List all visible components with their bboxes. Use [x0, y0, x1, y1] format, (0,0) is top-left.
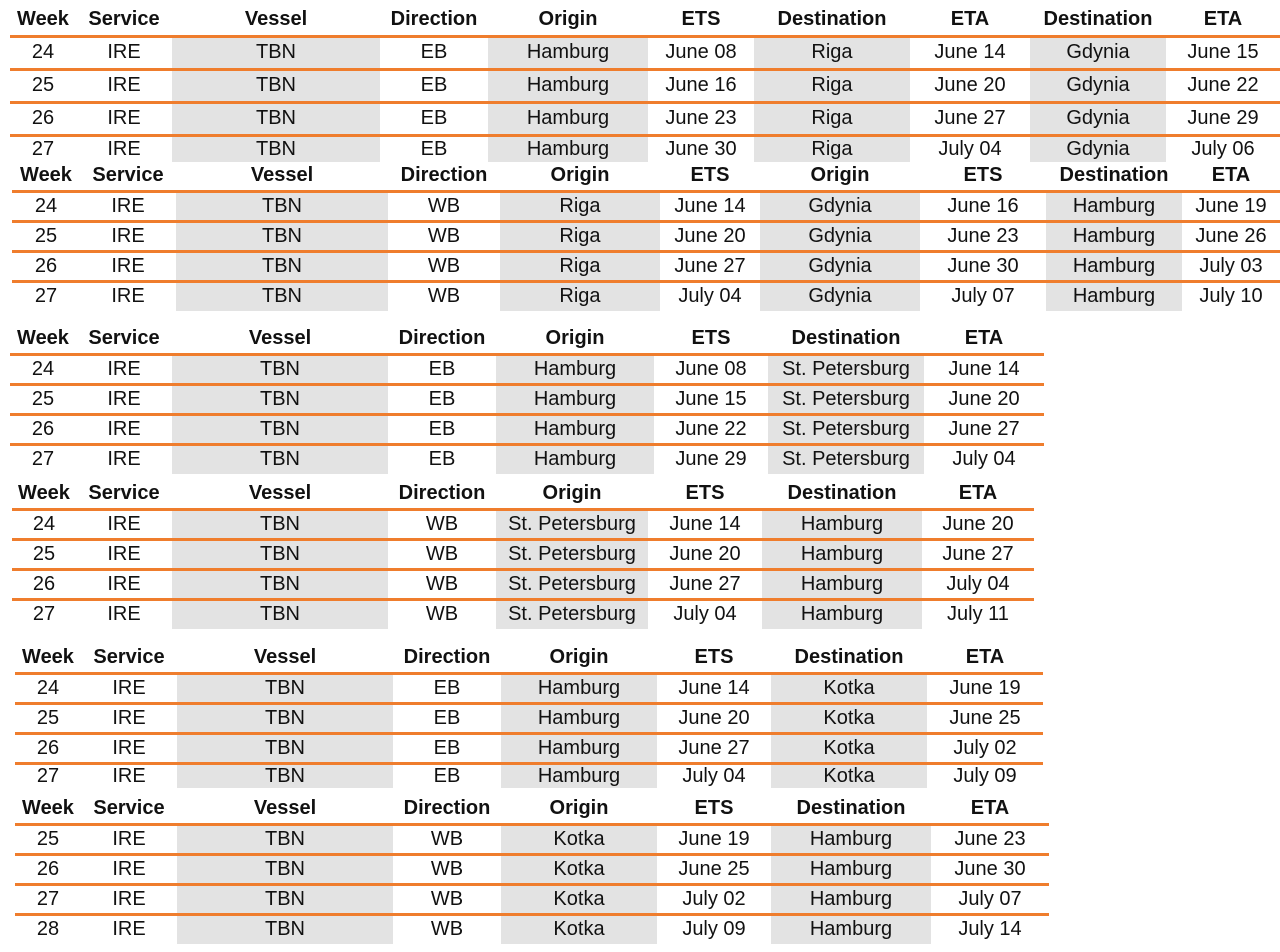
table-row: [10, 36, 1280, 69]
column-header-destination: Destination: [1059, 164, 1169, 187]
cell-vessel: TBN: [172, 569, 388, 599]
column-header-destination: Destination: [787, 482, 897, 505]
cell-ets-2: June 23: [920, 221, 1046, 251]
cell-direction: WB: [388, 509, 496, 539]
cell-service: IRE: [80, 191, 176, 221]
cell-eta: July 07: [931, 884, 1049, 914]
cell-service: IRE: [81, 733, 177, 763]
cell-eta: June 27: [924, 414, 1044, 444]
table-row: [10, 384, 1044, 414]
cell-service: IRE: [76, 36, 172, 69]
cell-direction: EB: [388, 384, 496, 414]
cell-eta: June 19: [927, 673, 1043, 703]
column-header-eta: ETA: [1211, 164, 1251, 187]
cell-direction: EB: [380, 36, 488, 69]
cell-week: 26: [12, 251, 80, 281]
cell-ets: June 20: [660, 221, 760, 251]
cell-week: 26: [15, 733, 81, 763]
cell-origin: Hamburg: [501, 673, 657, 703]
cell-eta: June 23: [931, 824, 1049, 854]
table-row: [10, 414, 1044, 444]
cell-vessel: TBN: [177, 673, 393, 703]
cell-direction: EB: [393, 703, 501, 733]
cell-origin: St. Petersburg: [496, 569, 648, 599]
cell-eta: July 04: [924, 444, 1044, 474]
column-header-vessel: Vessel: [253, 646, 317, 669]
cell-service: IRE: [76, 354, 172, 384]
column-header-ets: ETS: [691, 327, 731, 350]
cell-eta-2: June 29: [1166, 102, 1280, 135]
cell-week: 27: [10, 135, 76, 162]
cell-origin: Hamburg: [501, 763, 657, 788]
cell-vessel: TBN: [172, 102, 380, 135]
column-header-ets: ETS: [690, 164, 730, 187]
cell-destination-2: Gdynia: [1030, 36, 1166, 69]
cell-week: 26: [10, 414, 76, 444]
cell-ets: June 22: [654, 414, 768, 444]
column-header-week: Week: [17, 8, 69, 31]
table-row: [15, 673, 1043, 703]
column-header-service: Service: [93, 646, 165, 669]
column-header-week: Week: [22, 797, 74, 820]
cell-ets-2: June 16: [920, 191, 1046, 221]
cell-week: 24: [12, 509, 76, 539]
cell-ets: June 16: [648, 69, 754, 102]
cell-eta-2: July 06: [1166, 135, 1280, 162]
cell-direction: WB: [388, 221, 500, 251]
cell-origin: St. Petersburg: [496, 599, 648, 629]
cell-eta: July 14: [931, 914, 1049, 944]
cell-ets: June 20: [648, 539, 762, 569]
table-row: [12, 539, 1034, 569]
cell-eta: July 02: [927, 733, 1043, 763]
cell-vessel: TBN: [172, 599, 388, 629]
column-header-direction: Direction: [400, 164, 488, 187]
cell-service: IRE: [76, 102, 172, 135]
cell-origin-2: Gdynia: [760, 191, 920, 221]
table-row: [15, 763, 1043, 788]
table-row: [12, 509, 1034, 539]
cell-vessel: TBN: [172, 414, 388, 444]
cell-eta: July 03: [1182, 251, 1280, 281]
cell-eta: July 10: [1182, 281, 1280, 311]
table-row: [10, 135, 1280, 162]
cell-destination: Hamburg: [771, 854, 931, 884]
table-row: [12, 221, 1280, 251]
column-header-vessel: Vessel: [253, 797, 317, 820]
cell-origin: Hamburg: [496, 444, 654, 474]
cell-vessel: TBN: [176, 221, 388, 251]
cell-week: 27: [15, 763, 81, 788]
cell-ets: June 25: [657, 854, 771, 884]
cell-origin: Hamburg: [501, 703, 657, 733]
table-row: [12, 599, 1034, 629]
cell-vessel: TBN: [172, 69, 380, 102]
cell-origin-2: Gdynia: [760, 281, 920, 311]
column-header-service: Service: [93, 797, 165, 820]
cell-direction: EB: [393, 763, 501, 788]
column-header-destination: Destination: [791, 327, 901, 350]
cell-origin: Riga: [500, 191, 660, 221]
cell-eta: June 27: [910, 102, 1030, 135]
cell-direction: EB: [393, 733, 501, 763]
cell-vessel: TBN: [177, 733, 393, 763]
column-header-direction: Direction: [403, 797, 491, 820]
cell-service: IRE: [81, 884, 177, 914]
cell-destination: Hamburg: [1046, 221, 1182, 251]
cell-direction: WB: [388, 191, 500, 221]
cell-eta: July 04: [910, 135, 1030, 162]
column-header-origin: Origin: [549, 797, 609, 820]
cell-week: 27: [15, 884, 81, 914]
column-header-eta: ETA: [964, 327, 1004, 350]
cell-ets: July 02: [657, 884, 771, 914]
column-header-destination: Destination: [796, 797, 906, 820]
cell-ets-2: July 07: [920, 281, 1046, 311]
cell-vessel: TBN: [172, 354, 388, 384]
cell-ets: June 14: [648, 509, 762, 539]
column-header-origin: Origin: [549, 646, 609, 669]
cell-origin: Hamburg: [488, 135, 648, 162]
cell-destination: Hamburg: [1046, 191, 1182, 221]
schedule-table-hamburg-st-petersburg-eb: [10, 325, 1044, 474]
cell-vessel: TBN: [177, 703, 393, 733]
cell-eta: June 14: [924, 354, 1044, 384]
cell-vessel: TBN: [177, 914, 393, 944]
cell-week: 25: [10, 69, 76, 102]
cell-origin: Hamburg: [488, 69, 648, 102]
column-header-origin-2: Origin: [810, 164, 870, 187]
cell-direction: EB: [380, 69, 488, 102]
cell-ets-2: June 30: [920, 251, 1046, 281]
cell-destination-2: Gdynia: [1030, 135, 1166, 162]
cell-service: IRE: [76, 599, 172, 629]
cell-destination: Riga: [754, 102, 910, 135]
column-header-week: Week: [18, 482, 70, 505]
cell-ets: July 09: [657, 914, 771, 944]
column-header-origin: Origin: [542, 482, 602, 505]
cell-week: 26: [12, 569, 76, 599]
cell-ets: June 20: [657, 703, 771, 733]
cell-direction: WB: [388, 281, 500, 311]
cell-week: 26: [10, 102, 76, 135]
table-row: [10, 444, 1044, 474]
column-header-eta: ETA: [970, 797, 1010, 820]
cell-origin: St. Petersburg: [496, 509, 648, 539]
cell-origin: Hamburg: [496, 384, 654, 414]
cell-vessel: TBN: [172, 384, 388, 414]
cell-destination: Hamburg: [771, 824, 931, 854]
cell-destination: St. Petersburg: [768, 414, 924, 444]
cell-direction: EB: [380, 135, 488, 162]
column-header-destination: Destination: [794, 646, 904, 669]
column-header-vessel: Vessel: [250, 164, 314, 187]
cell-service: IRE: [81, 854, 177, 884]
column-header-service: Service: [88, 327, 160, 350]
cell-week: 27: [12, 281, 80, 311]
cell-ets: June 08: [654, 354, 768, 384]
cell-origin: Kotka: [501, 824, 657, 854]
column-header-destination: Destination: [777, 8, 887, 31]
cell-direction: WB: [393, 884, 501, 914]
cell-vessel: TBN: [177, 763, 393, 788]
cell-ets: June 14: [660, 191, 760, 221]
cell-service: IRE: [76, 414, 172, 444]
cell-service: IRE: [76, 444, 172, 474]
cell-eta: June 14: [910, 36, 1030, 69]
table-row: [10, 69, 1280, 102]
cell-week: 24: [15, 673, 81, 703]
column-header-service: Service: [88, 8, 160, 31]
cell-service: IRE: [76, 69, 172, 102]
cell-service: IRE: [80, 221, 176, 251]
cell-ets: June 30: [648, 135, 754, 162]
cell-destination: Hamburg: [762, 539, 922, 569]
cell-direction: WB: [388, 569, 496, 599]
cell-week: 24: [12, 191, 80, 221]
table-header-row: [15, 795, 1049, 824]
cell-origin: Hamburg: [488, 36, 648, 69]
cell-destination: Hamburg: [771, 914, 931, 944]
cell-service: IRE: [81, 824, 177, 854]
cell-vessel: TBN: [172, 135, 380, 162]
cell-ets: June 08: [648, 36, 754, 69]
schedule-table-st-petersburg-hamburg-wb: [12, 480, 1034, 629]
cell-vessel: TBN: [177, 854, 393, 884]
cell-ets: June 15: [654, 384, 768, 414]
cell-vessel: TBN: [172, 539, 388, 569]
cell-destination: Riga: [754, 69, 910, 102]
cell-eta: July 11: [922, 599, 1034, 629]
cell-direction: WB: [388, 251, 500, 281]
cell-destination: St. Petersburg: [768, 444, 924, 474]
cell-ets: June 23: [648, 102, 754, 135]
column-header-ets: ETS: [681, 8, 721, 31]
cell-origin: Riga: [500, 221, 660, 251]
column-header-ets: ETS: [694, 646, 734, 669]
cell-week: 25: [12, 221, 80, 251]
column-header-eta: ETA: [958, 482, 998, 505]
cell-eta: July 04: [922, 569, 1034, 599]
cell-destination: Kotka: [771, 763, 927, 788]
cell-origin: Kotka: [501, 914, 657, 944]
cell-vessel: TBN: [177, 884, 393, 914]
cell-destination: St. Petersburg: [768, 354, 924, 384]
cell-origin: Kotka: [501, 884, 657, 914]
cell-eta: June 20: [922, 509, 1034, 539]
cell-service: IRE: [81, 673, 177, 703]
cell-origin: St. Petersburg: [496, 539, 648, 569]
cell-eta: June 25: [927, 703, 1043, 733]
cell-ets: June 14: [657, 673, 771, 703]
column-header-origin: Origin: [538, 8, 598, 31]
table-row: [10, 102, 1280, 135]
cell-week: 26: [15, 854, 81, 884]
cell-origin: Hamburg: [496, 414, 654, 444]
cell-ets: July 04: [660, 281, 760, 311]
column-header-destination-2: Destination: [1043, 8, 1153, 31]
table-header-row: [10, 5, 1280, 36]
table-row: [15, 884, 1049, 914]
schedule-table-hamburg-riga-gdynia-eb: [10, 5, 1280, 162]
cell-direction: EB: [388, 414, 496, 444]
column-header-direction: Direction: [403, 646, 491, 669]
cell-eta: June 30: [931, 854, 1049, 884]
cell-origin-2: Gdynia: [760, 251, 920, 281]
cell-week: 28: [15, 914, 81, 944]
table-row: [15, 914, 1049, 944]
cell-service: IRE: [80, 251, 176, 281]
column-header-direction: Direction: [398, 482, 486, 505]
cell-service: IRE: [76, 135, 172, 162]
cell-ets: June 27: [660, 251, 760, 281]
cell-eta: June 20: [924, 384, 1044, 414]
column-header-ets: ETS: [694, 797, 734, 820]
table-row: [15, 824, 1049, 854]
cell-ets: June 29: [654, 444, 768, 474]
cell-destination: Hamburg: [1046, 251, 1182, 281]
table-header-row: [12, 480, 1034, 509]
table-row: [15, 854, 1049, 884]
table-row: [12, 191, 1280, 221]
cell-origin: Hamburg: [501, 733, 657, 763]
cell-origin: Kotka: [501, 854, 657, 884]
schedule-table-riga-gdynia-hamburg-wb: [12, 162, 1280, 311]
cell-direction: WB: [388, 539, 496, 569]
column-header-week: Week: [20, 164, 72, 187]
cell-service: IRE: [76, 509, 172, 539]
cell-destination: Hamburg: [771, 884, 931, 914]
cell-service: IRE: [81, 703, 177, 733]
cell-direction: EB: [388, 354, 496, 384]
column-header-vessel: Vessel: [248, 482, 312, 505]
cell-destination: Hamburg: [762, 569, 922, 599]
cell-service: IRE: [76, 569, 172, 599]
cell-week: 25: [10, 384, 76, 414]
cell-vessel: TBN: [176, 191, 388, 221]
cell-direction: WB: [393, 824, 501, 854]
cell-eta-2: June 22: [1166, 69, 1280, 102]
table-row: [15, 733, 1043, 763]
cell-service: IRE: [81, 914, 177, 944]
cell-origin: Hamburg: [496, 354, 654, 384]
cell-vessel: TBN: [176, 251, 388, 281]
column-header-direction: Direction: [398, 327, 486, 350]
cell-ets: June 27: [648, 569, 762, 599]
column-header-vessel: Vessel: [244, 8, 308, 31]
table-header-row: [15, 644, 1043, 673]
cell-destination: Riga: [754, 135, 910, 162]
cell-ets: July 04: [648, 599, 762, 629]
cell-destination: Hamburg: [762, 509, 922, 539]
cell-destination-2: Gdynia: [1030, 102, 1166, 135]
cell-service: IRE: [76, 384, 172, 414]
cell-week: 24: [10, 36, 76, 69]
cell-direction: EB: [388, 444, 496, 474]
cell-eta: June 27: [922, 539, 1034, 569]
table-header-row: [12, 162, 1280, 191]
cell-vessel: TBN: [177, 824, 393, 854]
cell-eta: July 09: [927, 763, 1043, 788]
cell-service: IRE: [81, 763, 177, 788]
column-header-week: Week: [22, 646, 74, 669]
schedule-table-kotka-hamburg-wb: [15, 795, 1049, 944]
cell-destination: Kotka: [771, 703, 927, 733]
column-header-origin: Origin: [545, 327, 605, 350]
column-header-week: Week: [17, 327, 69, 350]
column-header-eta: ETA: [950, 8, 990, 31]
cell-service: IRE: [80, 281, 176, 311]
cell-week: 24: [10, 354, 76, 384]
cell-direction: EB: [380, 102, 488, 135]
table-header-row: [10, 325, 1044, 354]
cell-service: IRE: [76, 539, 172, 569]
cell-origin: Riga: [500, 281, 660, 311]
cell-destination: Riga: [754, 36, 910, 69]
column-header-ets: ETS: [685, 482, 725, 505]
cell-origin: Hamburg: [488, 102, 648, 135]
cell-eta: June 19: [1182, 191, 1280, 221]
cell-direction: EB: [393, 673, 501, 703]
cell-direction: WB: [388, 599, 496, 629]
cell-ets: June 27: [657, 733, 771, 763]
column-header-eta-2: ETA: [1203, 8, 1243, 31]
cell-destination-2: Gdynia: [1030, 69, 1166, 102]
cell-week: 27: [12, 599, 76, 629]
cell-vessel: TBN: [172, 444, 388, 474]
cell-vessel: TBN: [176, 281, 388, 311]
cell-week: 25: [15, 703, 81, 733]
table-row: [15, 703, 1043, 733]
column-header-origin: Origin: [550, 164, 610, 187]
cell-origin: Riga: [500, 251, 660, 281]
cell-origin-2: Gdynia: [760, 221, 920, 251]
column-header-service: Service: [92, 164, 164, 187]
table-row: [10, 354, 1044, 384]
cell-direction: WB: [393, 854, 501, 884]
table-row: [12, 251, 1280, 281]
column-header-ets-2: ETS: [963, 164, 1003, 187]
cell-ets: June 19: [657, 824, 771, 854]
cell-destination: Kotka: [771, 733, 927, 763]
column-header-direction: Direction: [390, 8, 478, 31]
schedule-table-hamburg-kotka-eb: [15, 644, 1043, 788]
cell-eta: June 26: [1182, 221, 1280, 251]
cell-vessel: TBN: [172, 36, 380, 69]
column-header-vessel: Vessel: [248, 327, 312, 350]
cell-week: 25: [15, 824, 81, 854]
cell-ets: July 04: [657, 763, 771, 788]
column-header-service: Service: [88, 482, 160, 505]
cell-eta-2: June 15: [1166, 36, 1280, 69]
cell-destination: Hamburg: [1046, 281, 1182, 311]
cell-destination: Hamburg: [762, 599, 922, 629]
table-row: [12, 569, 1034, 599]
cell-direction: WB: [393, 914, 501, 944]
cell-vessel: TBN: [172, 509, 388, 539]
cell-week: 27: [10, 444, 76, 474]
cell-destination: Kotka: [771, 673, 927, 703]
cell-eta: June 20: [910, 69, 1030, 102]
cell-destination: St. Petersburg: [768, 384, 924, 414]
column-header-eta: ETA: [965, 646, 1005, 669]
cell-week: 25: [12, 539, 76, 569]
table-row: [12, 281, 1280, 311]
